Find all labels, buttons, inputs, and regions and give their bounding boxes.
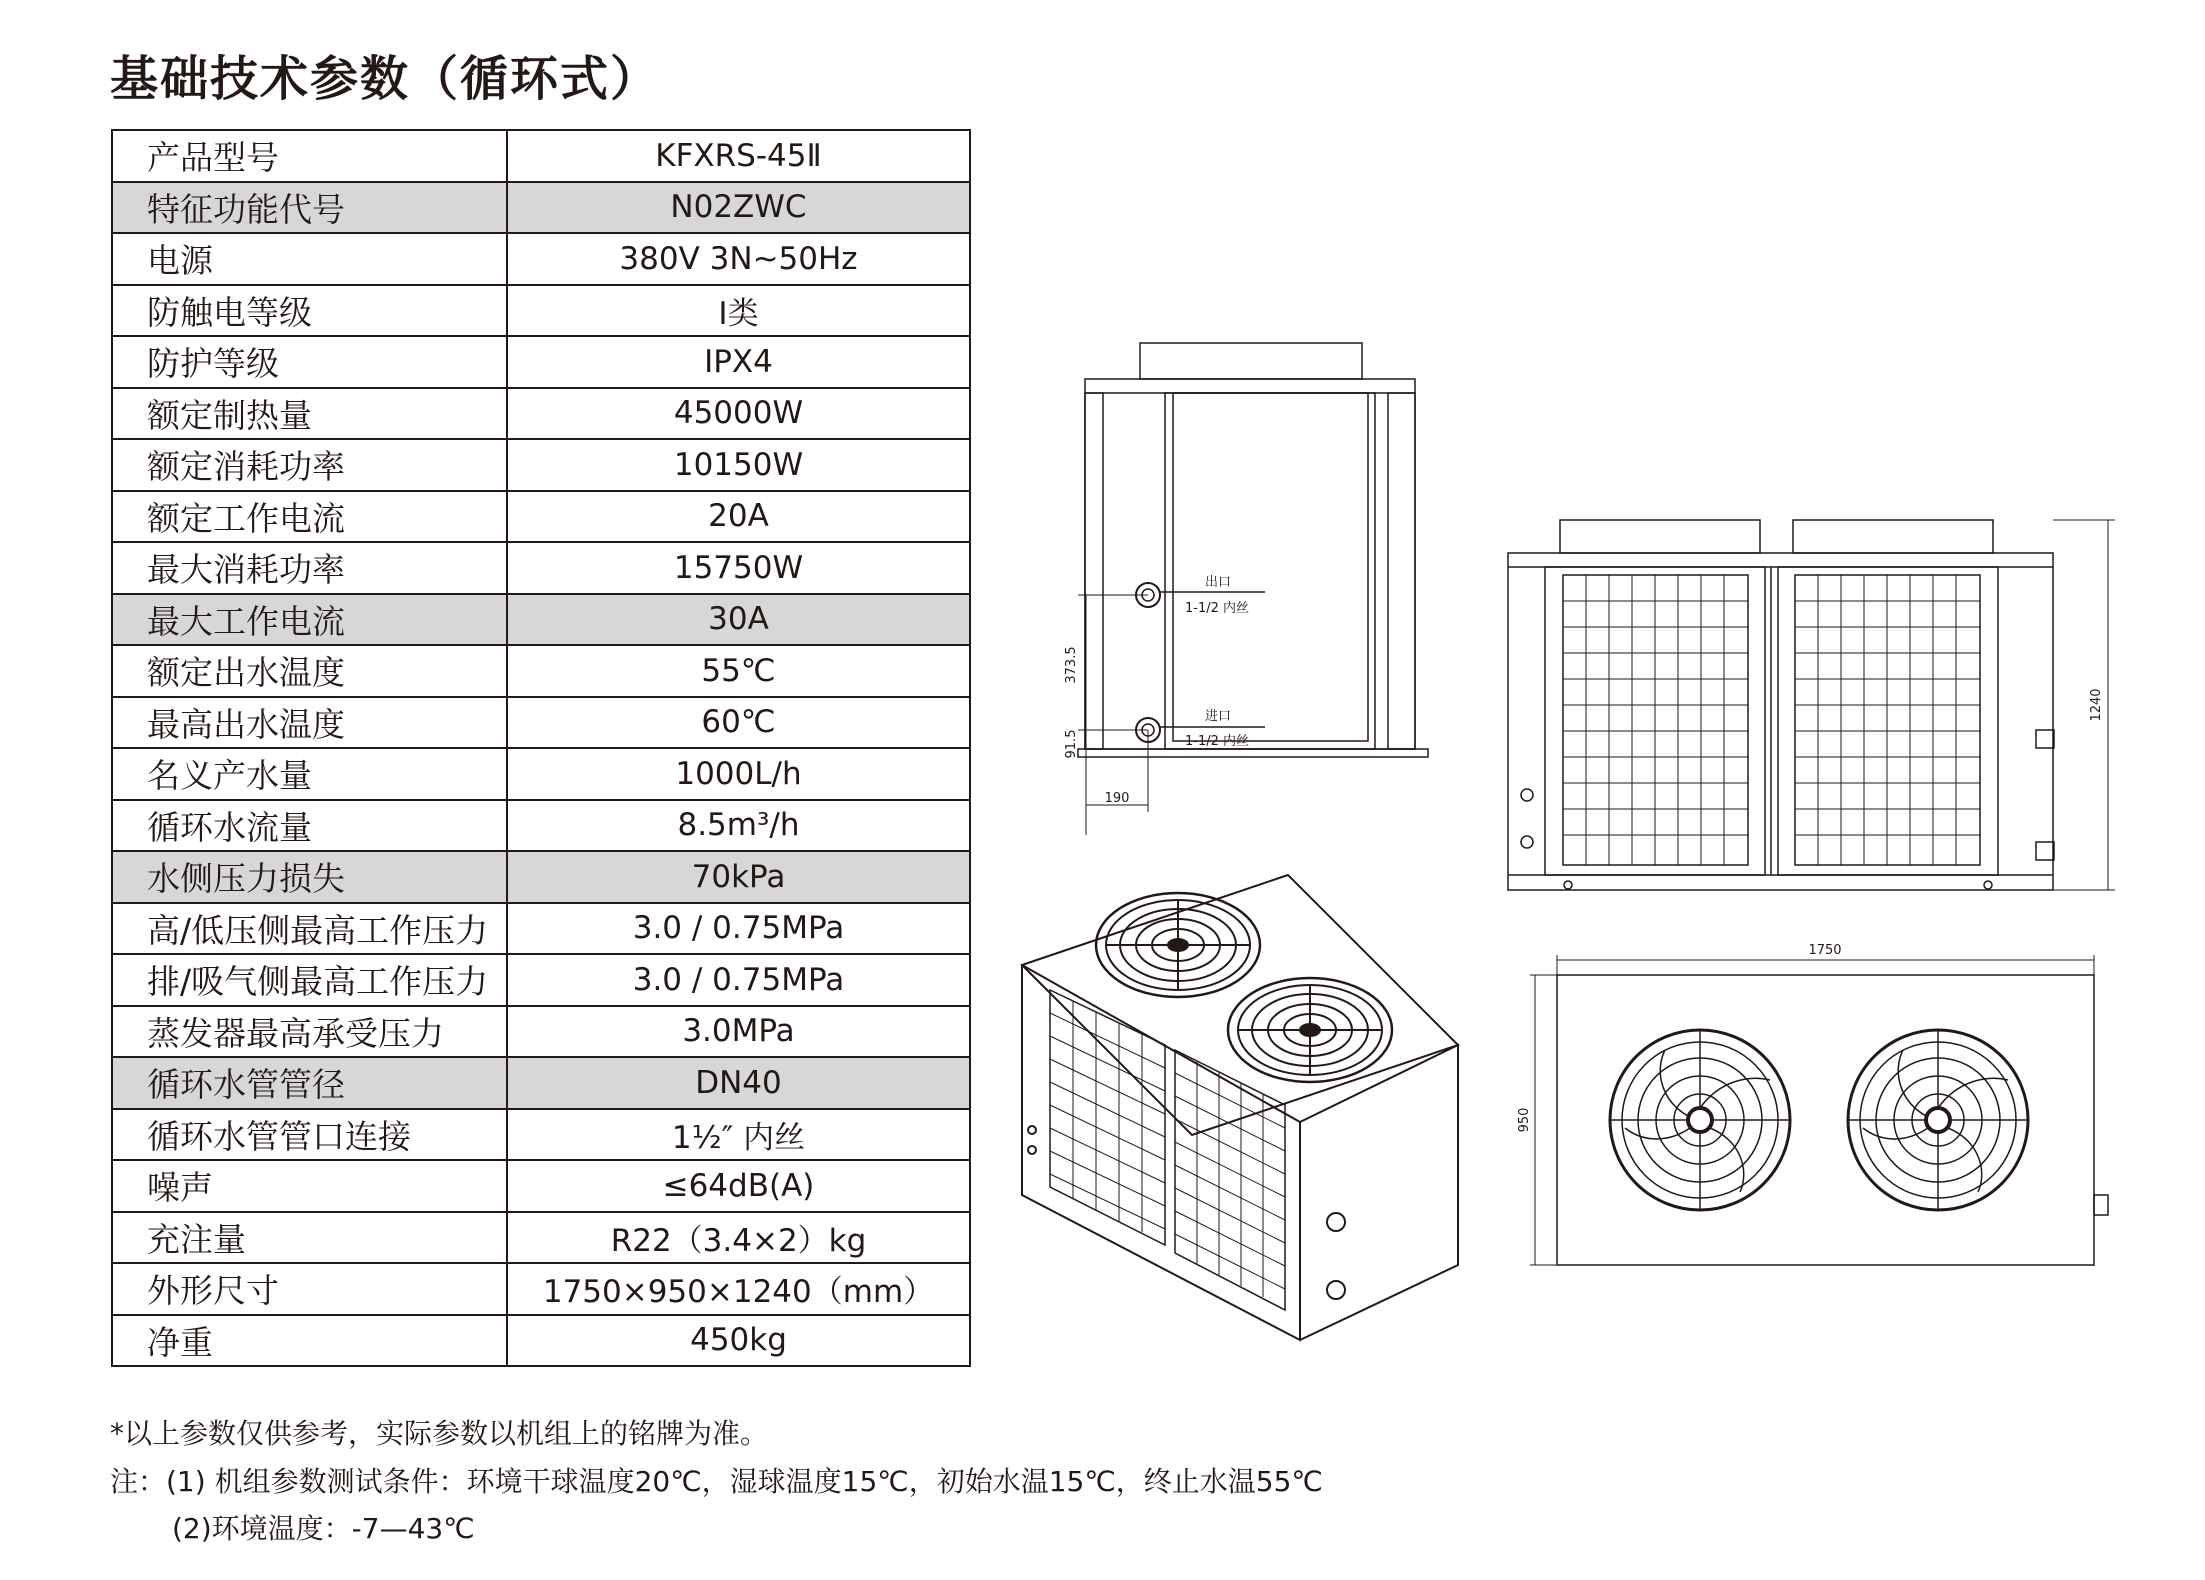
- spec-label: 最高出水温度: [112, 697, 507, 749]
- spec-label: 额定制热量: [112, 388, 507, 440]
- spec-value: 3.0MPa: [507, 1006, 970, 1058]
- dim-950: 950: [1517, 1107, 1532, 1133]
- spec-label: 净重: [112, 1315, 507, 1367]
- spec-value: 20A: [507, 491, 970, 543]
- spec-value: 10150W: [507, 439, 970, 491]
- spec-value: 1000L/h: [507, 748, 970, 800]
- inlet-spec: 1-1/2 内丝: [1185, 734, 1250, 749]
- spec-value: IPX4: [507, 336, 970, 388]
- spec-value: 380V 3N~50Hz: [507, 233, 970, 285]
- spec-value: 55℃: [507, 645, 970, 697]
- spec-value: R22（3.4×2）kg: [507, 1212, 970, 1264]
- ambient-temp-note: (2)环境温度：-7—43℃: [172, 1512, 475, 1545]
- spec-value: 60℃: [507, 697, 970, 749]
- spec-value: 15750W: [507, 542, 970, 594]
- spec-label: 循环水管管口连接: [112, 1109, 507, 1161]
- dim-1750: 1750: [1808, 943, 1842, 958]
- spec-value: ≤64dB(A): [507, 1160, 970, 1212]
- spec-value: 1750×950×1240（mm）: [507, 1263, 970, 1315]
- outlet-label: 出口: [1205, 575, 1232, 590]
- dim-91-5: 91.5: [1064, 729, 1079, 759]
- spec-value: 450kg: [507, 1315, 970, 1367]
- dim-373-5: 373.5: [1064, 646, 1079, 684]
- spec-label: 最大消耗功率: [112, 542, 507, 594]
- spec-label: 最大工作电流: [112, 594, 507, 646]
- spec-label: 额定出水温度: [112, 645, 507, 697]
- spec-value: 70kPa: [507, 851, 970, 903]
- spec-label: 排/吸气侧最高工作压力: [112, 954, 507, 1006]
- spec-label: 蒸发器最高承受压力: [112, 1006, 507, 1058]
- spec-value: 30A: [507, 594, 970, 646]
- test-condition-note: 注：(1) 机组参数测试条件：环境干球温度20℃，湿球温度15℃，初始水温15℃，终止水温55℃: [110, 1465, 1323, 1498]
- top-view-drawing: [1530, 955, 2108, 1265]
- spec-value: 3.0 / 0.75MPa: [507, 903, 970, 955]
- side-view-drawing: [1508, 520, 2115, 890]
- spec-value: Ⅰ类: [507, 285, 970, 337]
- spec-label: 外形尺寸: [112, 1263, 507, 1315]
- dim-1240: 1240: [2089, 688, 2104, 722]
- spec-label: 电源: [112, 233, 507, 285]
- spec-value: KFXRS-45Ⅱ: [507, 130, 970, 182]
- spec-value: DN40: [507, 1057, 970, 1109]
- spec-label: 防触电等级: [112, 285, 507, 337]
- spec-value: N02ZWC: [507, 182, 970, 234]
- isometric-view-drawing: [1022, 875, 1458, 1340]
- spec-label: 额定工作电流: [112, 491, 507, 543]
- spec-label: 噪声: [112, 1160, 507, 1212]
- spec-label: 产品型号: [112, 130, 507, 182]
- spec-label: 充注量: [112, 1212, 507, 1264]
- spec-label: 水侧压力损失: [112, 851, 507, 903]
- spec-label: 高/低压侧最高工作压力: [112, 903, 507, 955]
- front-view-drawing: [1078, 343, 1428, 835]
- spec-value: 1½″ 内丝: [507, 1109, 970, 1161]
- dim-190: 190: [1104, 791, 1130, 806]
- spec-value: 3.0 / 0.75MPa: [507, 954, 970, 1006]
- inlet-label: 进口: [1205, 709, 1232, 724]
- outlet-spec: 1-1/2 内丝: [1185, 601, 1250, 616]
- spec-label: 特征功能代号: [112, 182, 507, 234]
- page-title: 基础技术参数（循环式）: [110, 51, 661, 107]
- spec-label: 额定消耗功率: [112, 439, 507, 491]
- spec-label: 循环水管管径: [112, 1057, 507, 1109]
- spec-value: 45000W: [507, 388, 970, 440]
- spec-value: 8.5m³/h: [507, 800, 970, 852]
- spec-label: 循环水流量: [112, 800, 507, 852]
- spec-label: 名义产水量: [112, 748, 507, 800]
- disclaimer-note: *以上参数仅供参考，实际参数以机组上的铭牌为准。: [110, 1417, 769, 1450]
- spec-label: 防护等级: [112, 336, 507, 388]
